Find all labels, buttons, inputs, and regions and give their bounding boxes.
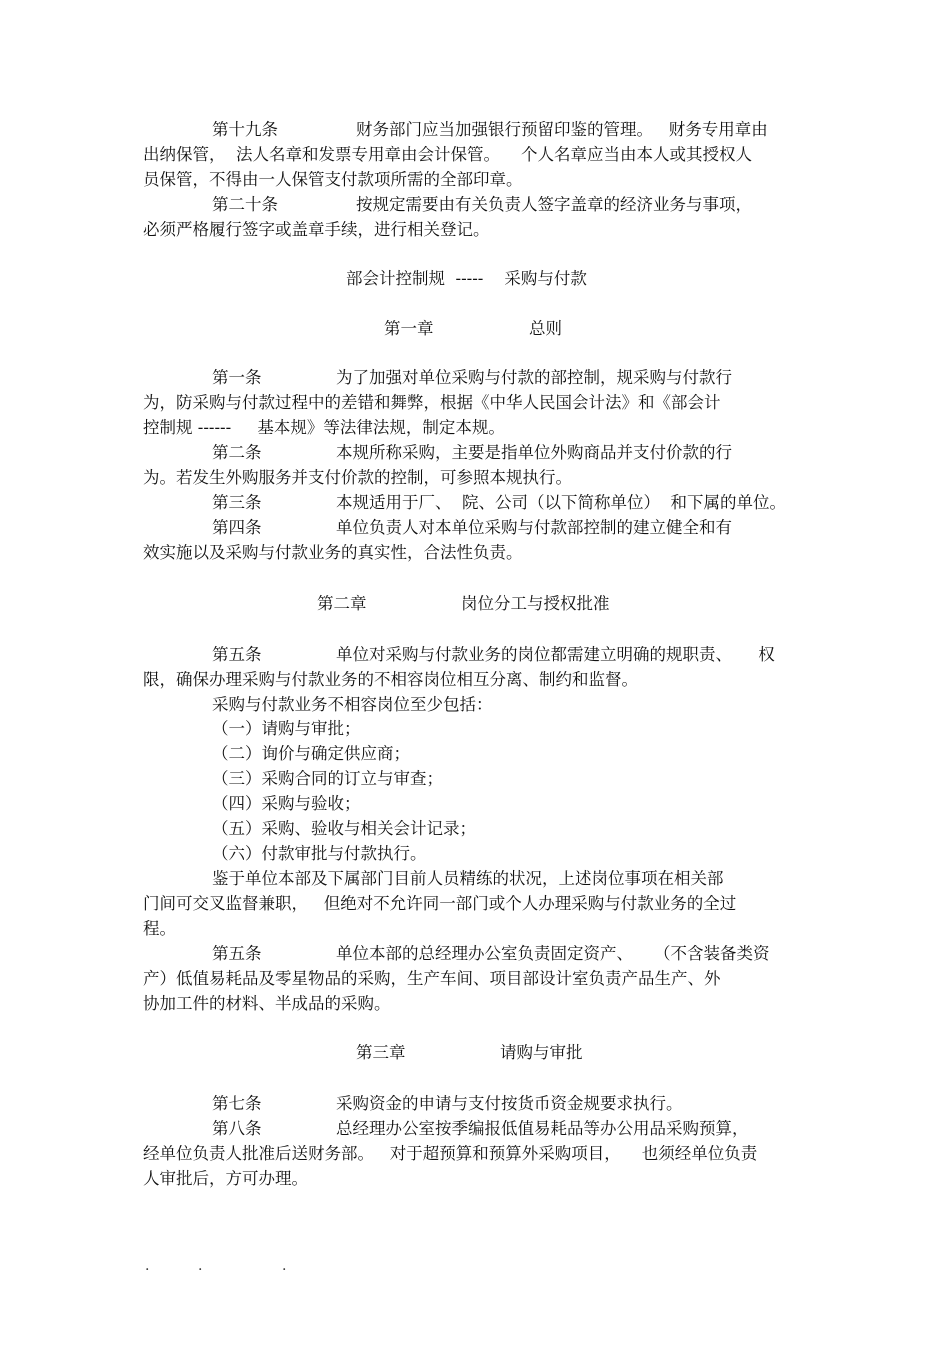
article-20-number: 第二十条 — [212, 195, 278, 214]
article-8-line-3: 人审批后，方可办理。 — [143, 1169, 308, 1188]
article-2-line-2: 为。若发生外购服务并支付价款的控制，可参照本规执行。 — [143, 468, 572, 487]
article-1-line-2: 为，防采购与付款过程中的差错和舞弊，根据《中华人民国会计法》和《部会计 — [143, 393, 721, 412]
chapter-1-title: 总则 — [529, 319, 562, 338]
article-2-line-1: 本规所称采购，主要是指单位外购商品并支付价款的行 — [336, 443, 732, 462]
article-3-number: 第三条 — [212, 493, 262, 512]
article-7-number: 第七条 — [212, 1094, 262, 1113]
chapter-1-number: 第一章 — [384, 319, 434, 338]
footer-dot: . — [282, 1258, 287, 1274]
article-5-line-2: 限，确保办理采购与付款业务的不相容岗位相互分离、制约和监督。 — [143, 670, 638, 689]
article-3-line-1: 本规适用于厂、 院、公司（以下简称单位） 和下属的单位。 — [336, 493, 786, 512]
article-5b-line-2: 产）低值易耗品及零星物品的采购，生产车间、项目部设计室负责产品生产、外 — [143, 969, 721, 988]
article-5-number: 第五条 — [212, 645, 262, 664]
footer-dot: . — [145, 1258, 150, 1274]
article-5b-number: 第五条 — [212, 944, 262, 963]
article-19-number: 第十九条 — [212, 120, 278, 139]
article-5b-line-3: 协加工件的材料、半成品的采购。 — [143, 994, 391, 1013]
list-item: （二）询价与确定供应商； — [212, 744, 410, 763]
paragraph-line-3: 程。 — [143, 919, 176, 938]
article-8-line-1: 总经理办公室按季编报低值易耗品等办公用品采购预算， — [336, 1119, 749, 1138]
chapter-2-title: 岗位分工与授权批准 — [461, 594, 610, 613]
article-20-line-1: 按规定需要由有关负责人签字盖章的经济业务与事项， — [356, 195, 752, 214]
article-4-number: 第四条 — [212, 518, 262, 537]
article-19-line-2: 出纳保管， 法人名章和发票专用章由会计保管。 个人名章应当由本人或其授权人 — [143, 145, 752, 164]
article-4-line-1: 单位负责人对本单位采购与付款部控制的建立健全和有 — [336, 518, 732, 537]
chapter-2-number: 第二章 — [317, 594, 367, 613]
paragraph-line-1: 鉴于单位本部及下属部门目前人员精练的状况，上述岗位事项在相关部 — [212, 869, 724, 888]
article-7-line-1: 采购资金的申请与支付按货币资金规要求执行。 — [336, 1094, 683, 1113]
list-item: （三）采购合同的订立与审查； — [212, 769, 443, 788]
article-8-number: 第八条 — [212, 1119, 262, 1138]
article-19-line-3: 员保管，不得由一人保管支付款项所需的全部印章。 — [143, 170, 523, 189]
chapter-3-title: 请购与审批 — [500, 1043, 583, 1062]
paragraph-line-2: 门间可交叉监督兼职， 但绝对不允许同一部门或个人办理采购与付款业务的全过 — [143, 894, 737, 913]
document-title: 部会计控制规 ----- 采购与付款 — [346, 269, 587, 288]
article-2-number: 第二条 — [212, 443, 262, 462]
list-item: （六）付款审批与付款执行。 — [212, 844, 427, 863]
article-4-line-2: 效实施以及采购与付款业务的真实性，合法性负责。 — [143, 543, 523, 562]
chapter-3-number: 第三章 — [356, 1043, 406, 1062]
article-5-line-1: 单位对采购与付款业务的岗位都需建立明确的规职责、 权 — [336, 645, 775, 664]
article-19-line-1: 财务部门应当加强银行预留印鉴的管理。 财务专用章由 — [356, 120, 768, 139]
article-5-line-3: 采购与付款业务不相容岗位至少包括： — [212, 695, 493, 714]
list-item: （五）采购、验收与相关会计记录； — [212, 819, 476, 838]
article-1-number: 第一条 — [212, 368, 262, 387]
article-8-line-2: 经单位负责人批准后送财务部。 对于超预算和预算外采购项目， 也须经单位负责 — [143, 1144, 758, 1163]
article-1-line-3: 控制规 ------ 基本规》等法律法规，制定本规。 — [143, 418, 505, 437]
list-item: （四）采购与验收； — [212, 794, 361, 813]
footer-dot: . — [198, 1258, 203, 1274]
list-item: （一）请购与审批； — [212, 719, 361, 738]
article-20-line-2: 必须严格履行签字或盖章手续，进行相关登记。 — [143, 220, 490, 239]
article-5b-line-1: 单位本部的总经理办公室负责固定资产、 （不含装备类资 — [336, 944, 770, 963]
article-1-line-1: 为了加强对单位采购与付款的部控制，规采购与付款行 — [336, 368, 732, 387]
